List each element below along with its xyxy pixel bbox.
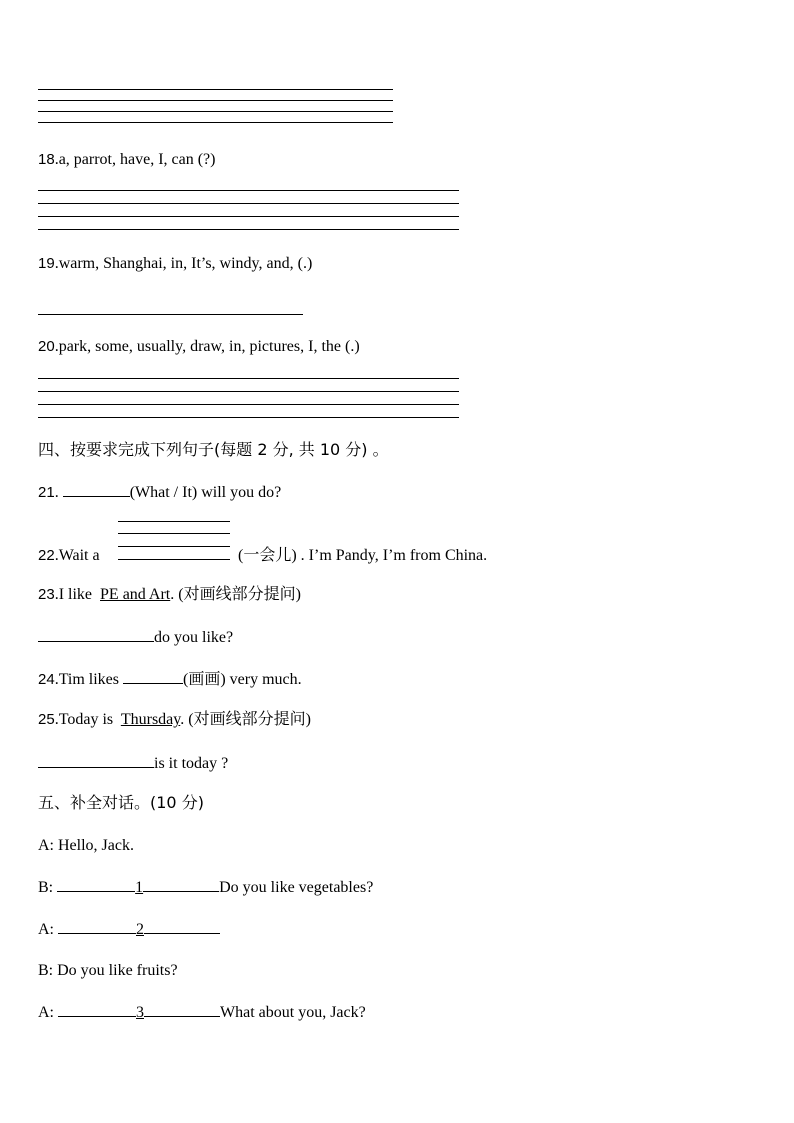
answer-line <box>38 190 459 191</box>
dialogue-blank[interactable] <box>57 877 135 892</box>
question-19 <box>38 254 312 274</box>
blank-number: 1 <box>135 879 144 896</box>
question-23: 23.I like PE and Art. (对画线部分提问) <box>38 586 301 603</box>
answer-blank[interactable] <box>63 482 130 497</box>
answer-line <box>38 111 393 112</box>
question-number: 23 <box>38 586 55 603</box>
question-18 <box>38 150 215 170</box>
speaker: A: <box>38 1004 54 1021</box>
answer-23: do you like? <box>38 627 233 648</box>
underlined-part: Thursday <box>120 711 181 728</box>
answer-line <box>38 89 393 90</box>
question-number: 22 <box>38 547 55 564</box>
speaker: B: <box>38 962 54 979</box>
dialogue-line: A: Hello, Jack. <box>38 837 134 854</box>
answer-line <box>38 404 459 405</box>
answer-blank[interactable] <box>38 627 154 642</box>
dialogue-blank[interactable] <box>143 877 219 892</box>
answer-line <box>38 122 393 123</box>
answer-line <box>38 229 459 230</box>
section-heading: 四、按要求完成下列句子(每题 2 分, 共 10 分) 。 <box>38 440 389 459</box>
instruction-text: . (对画线部分提问) <box>170 586 301 603</box>
hint-text: (一会儿) <box>238 547 297 564</box>
question-number: 25 <box>38 711 55 728</box>
answer-line <box>118 521 230 522</box>
answer-25: is it today ? <box>38 753 228 774</box>
speaker: A: <box>38 837 54 854</box>
question-number: 21 <box>38 484 55 501</box>
blank-number: 3 <box>136 1004 144 1021</box>
answer-line[interactable] <box>118 559 230 560</box>
answer-line[interactable] <box>38 314 303 315</box>
question-text: .park, some, usually, draw, in, pictures, I, the (.) <box>54 338 360 355</box>
speaker: B: <box>38 879 54 896</box>
blank-number: 2 <box>136 921 144 938</box>
question-text: .warm, Shanghai, in, It’s, windy, and, (.) <box>54 255 313 272</box>
dialogue-blank[interactable] <box>58 1002 136 1017</box>
answer-line <box>118 546 230 547</box>
dialogue-line: A: 3 What about you, Jack? <box>38 1004 366 1021</box>
question-number: 19 <box>38 255 55 272</box>
instruction-text: . (对画线部分提问) <box>180 711 311 728</box>
question-text: . I’m Pandy, I’m from China. <box>300 547 488 564</box>
question-number: 18 <box>38 151 55 168</box>
question-22: 22.Wait a <box>38 547 100 564</box>
answer-line <box>38 216 459 217</box>
dialogue-blank[interactable] <box>144 1002 220 1017</box>
speaker: A: <box>38 921 54 938</box>
question-21: 21. (What / It) will you do? <box>38 484 282 501</box>
question-text: (What / It) will you do? <box>129 484 282 501</box>
question-number: 20 <box>38 338 55 355</box>
dialogue-line: B: Do you like fruits? <box>38 962 178 979</box>
answer-line <box>38 417 459 418</box>
question-text: .a, parrot, have, I, can (?) <box>54 151 216 168</box>
answer-blank[interactable] <box>38 753 154 768</box>
dialogue-blank[interactable] <box>144 919 220 934</box>
answer-line <box>38 203 459 204</box>
question-24: 24.Tim likes (画画) very much. <box>38 671 302 688</box>
underlined-part: PE and Art <box>100 586 171 603</box>
question-22-rest <box>238 546 487 566</box>
answer-line <box>38 100 393 101</box>
answer-line <box>38 391 459 392</box>
answer-blank[interactable] <box>123 669 183 684</box>
answer-line <box>38 378 459 379</box>
question-number: 24 <box>38 671 55 688</box>
question-25: 25.Today is Thursday. (对画线部分提问) <box>38 711 311 728</box>
answer-line <box>118 533 230 534</box>
dialogue-line: B: 1 Do you like vegetables? <box>38 879 374 896</box>
dialogue-blank[interactable] <box>58 919 136 934</box>
question-text: (画画) very much. <box>183 671 302 688</box>
dialogue-line <box>38 919 220 940</box>
question-20 <box>38 337 360 357</box>
section-heading: 五、补全对话。(10 分) <box>38 793 204 812</box>
